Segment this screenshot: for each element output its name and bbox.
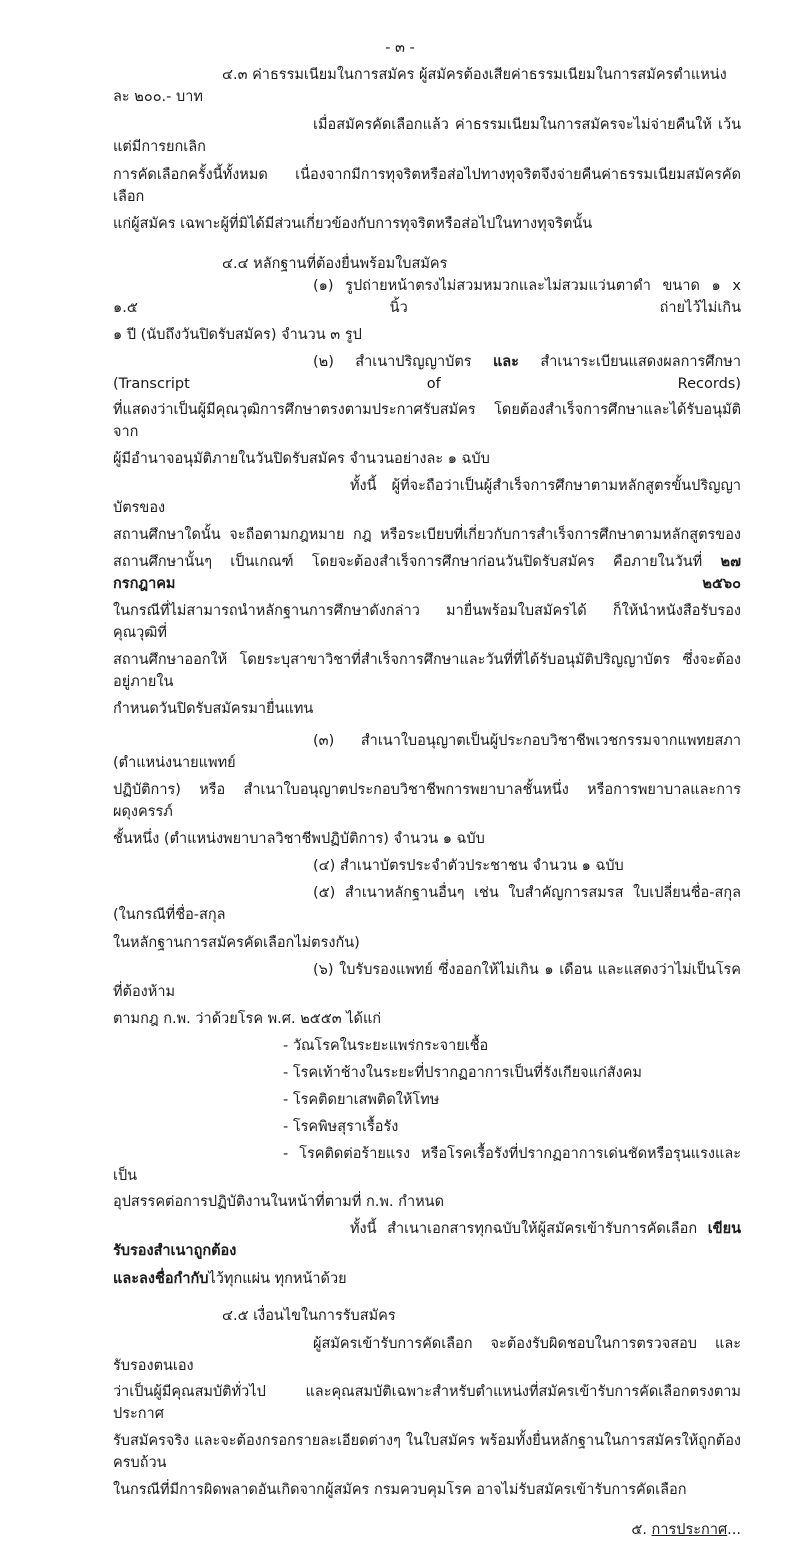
text-line	[113, 1268, 741, 1290]
text-segment: สถานศึกษานั้นๆ เป็นเกณฑ์ โดยจะต้องสำเร็จการศึกษาก่อนวันปิดรับสมัคร คือภายในวันที่	[113, 554, 721, 570]
text-segment: ทั้งนี้ ผู้ที่จะถือว่าเป็นผู้สำเร็จการศึกษาตามหลักสูตรขั้นปริญญาบัตรของ	[113, 478, 741, 516]
text-segment: การคัดเลือกครั้งนี้ทั้งหมด เนื่องจากมีการทุจริตหรือส่อไปทางทุจริตจึงจ่ายคืนค่าธรรมเนียมสมัครคัดเลือก	[113, 167, 741, 205]
text-segment: - โรคติดต่อร้ายแรง หรือโรคเรื้อรังที่ปรากฏอาการเด่นชัดหรือรุนแรงและเป็น	[113, 1146, 741, 1184]
text-line	[113, 1381, 741, 1425]
text-line	[113, 600, 741, 644]
text-line	[113, 1191, 741, 1213]
text-line	[113, 828, 741, 850]
text-segment: รับสมัครจริง และจะต้องกรอกรายละเอียดต่างๆ ในใบสมัคร พร้อมทั้งยื่นหลักฐานในการสมัครให้ถูกต้องครบถ้วน	[113, 1433, 741, 1471]
footer-next-section-link: การประกาศ	[651, 1522, 728, 1538]
text-segment: ในหลักฐานการสมัครคัดเลือกไม่ตรงกัน)	[113, 935, 360, 951]
text-segment: สำเนาระเบียนแสดงผลการศึกษา (Transcript of Records)	[113, 354, 741, 392]
text-line	[113, 1305, 741, 1327]
bold-text: และ	[492, 354, 519, 370]
text-segment: - วัณโรคในระยะแพร่กระจายเชื้อ	[283, 1038, 489, 1054]
text-segment: (๕) สำเนาหลักฐานอื่นๆ เช่น ใบสำคัญการสมรส ใบเปลี่ยนชื่อ-สกุล (ในกรณีที่ชื่อ-สกุล	[113, 885, 741, 923]
text-line	[113, 164, 741, 208]
text-line	[113, 448, 741, 470]
text-line	[113, 1479, 741, 1501]
footer-prefix: ๕.	[631, 1522, 652, 1538]
footer-ellipsis: ...	[727, 1522, 741, 1538]
document-body	[113, 64, 741, 1501]
text-line	[113, 399, 741, 443]
text-segment: ๑ ปี (นับถึงวันปิดรับสมัคร) จำนวน ๓ รูป	[113, 327, 362, 343]
text-line	[113, 551, 741, 595]
text-line	[113, 324, 741, 346]
continuation-footer	[113, 1519, 741, 1541]
text-segment: - โรคติดยาเสพติดให้โทษ	[283, 1092, 440, 1108]
text-line	[113, 351, 741, 395]
text-line	[113, 64, 741, 108]
text-line	[113, 1062, 741, 1084]
text-line	[113, 932, 741, 954]
text-segment: ที่แสดงว่าเป็นผู้มีคุณวุฒิการศึกษาตรงตามประกาศรับสมัคร โดยต้องสำเร็จการศึกษาและได้รับอนุมัติจาก	[113, 402, 741, 440]
page-number: - ๓ -	[385, 40, 415, 56]
text-segment: (๓) สำเนาใบอนุญาตเป็นผู้ประกอบวิชาชีพเวชกรรมจากแพทยสภา (ตำแหน่งนายแพทย์	[113, 733, 741, 771]
text-line	[113, 1035, 741, 1057]
text-segment: อุปสรรคต่อการปฏิบัติงานในหน้าที่ตามที่ ก.พ. กำหนด	[113, 1194, 444, 1210]
text-line	[113, 882, 741, 926]
text-segment: ชั้นหนึ่ง (ตำแหน่งพยาบาลวิชาชีพปฏิบัติการ) จำนวน ๑ ฉบับ	[113, 831, 485, 847]
text-segment: ว่าเป็นผู้มีคุณสมบัติทั่วไป และคุณสมบัติเฉพาะสำหรับตำแหน่งที่สมัครเข้ารับการคัดเลือกตรงตามประกาศ	[113, 1384, 741, 1422]
text-line	[113, 649, 741, 693]
text-line	[113, 114, 741, 158]
text-segment: ผู้สมัครเข้ารับการคัดเลือก จะต้องรับผิดชอบในการตรวจสอบ และรับรองตนเอง	[113, 1336, 741, 1374]
bold-text: เขียนรับรองสำเนาถูกต้อง	[113, 1221, 741, 1259]
text-line	[113, 524, 741, 546]
text-segment: ๔.๔ หลักฐานที่ต้องยื่นพร้อมใบสมัคร	[222, 256, 448, 272]
text-segment: - โรคเท้าช้างในระยะที่ปรากฏอาการเป็นที่รังเกียจแก่สังคม	[283, 1065, 642, 1081]
text-line	[113, 213, 741, 235]
text-segment: กำหนดวันปิดรับสมัครมายื่นแทน	[113, 701, 314, 717]
text-line	[113, 275, 741, 319]
text-line	[113, 1430, 741, 1474]
text-line	[113, 730, 741, 774]
text-line	[113, 959, 741, 1003]
text-segment: (๑) รูปถ่ายหน้าตรงไม่สวมหมวกและไม่สวมแว่นตาดำ ขนาด ๑ x ๑.๕ นิ้ว ถ่ายไว้ไม่เกิน	[113, 278, 741, 316]
text-segment: ในกรณีที่ไม่สามารถนำหลักฐานการศึกษาดังกล่าว มายื่นพร้อมใบสมัครได้ ก็ให้นำหนังสือรับรองคุณวุฒิที่	[113, 603, 741, 641]
text-line	[113, 1333, 741, 1377]
text-segment: ในกรณีที่มีการผิดพลาดอันเกิดจากผู้สมัคร กรมควบคุมโรค อาจไม่รับสมัครเข้ารับการคัดเลือก	[113, 1482, 687, 1498]
text-segment: ไว้ทุกแผ่น ทุกหน้าด้วย	[208, 1271, 347, 1287]
text-line	[113, 1143, 741, 1187]
text-segment: (๖) ใบรับรองแพทย์ ซึ่งออกให้ไม่เกิน ๑ เดือน และแสดงว่าไม่เป็นโรคที่ต้องห้าม	[113, 962, 741, 1000]
text-segment: เมื่อสมัครคัดเลือกแล้ว ค่าธรรมเนียมในการสมัครจะไม่จ่ายคืนให้ เว้นแต่มีการยกเลิก	[113, 117, 741, 155]
text-segment: (๔) สำเนาบัตรประจำตัวประชาชน จำนวน ๑ ฉบับ	[313, 858, 624, 874]
text-segment: ๔.๓ ค่าธรรมเนียมในการสมัคร ผู้สมัครต้องเสียค่าธรรมเนียมในการสมัครตำแหน่งละ ๒๐๐.- บาท	[113, 67, 727, 105]
text-segment: แก่ผู้สมัคร เฉพาะผู้ที่มิได้มีส่วนเกี่ยวข้องกับการทุจริตหรือส่อไปในทางทุจริตนั้น	[113, 216, 593, 232]
text-segment: ผู้มีอำนาจอนุมัติภายในวันปิดรับสมัคร จำนวนอย่างละ ๑ ฉบับ	[113, 451, 490, 467]
text-line	[113, 1218, 741, 1262]
text-segment: ตามกฎ ก.พ. ว่าด้วยโรค พ.ศ. ๒๕๕๓ ได้แก่	[113, 1011, 382, 1027]
text-line	[113, 475, 741, 519]
bold-text: และลงชื่อกำกับ	[113, 1271, 209, 1287]
text-segment: (๒) สำเนาปริญญาบัตร	[313, 354, 493, 370]
text-line	[113, 855, 741, 877]
text-segment: สถานศึกษาออกให้ โดยระบุสาขาวิชาที่สำเร็จการศึกษาและวันที่ที่ได้รับอนุมัติปริญญาบัตร ซึ่งจะต้องอยู่ภายใน	[113, 652, 741, 690]
text-line	[113, 1089, 741, 1111]
text-segment: ทั้งนี้ สำเนาเอกสารทุกฉบับให้ผู้สมัครเข้ารับการคัดเลือก	[350, 1221, 708, 1237]
text-segment: ปฏิบัติการ) หรือ สำเนาใบอนุญาตประกอบวิชาชีพการพยาบาลชั้นหนึ่ง หรือการพยาบาลและการผดุงครรภ์	[113, 782, 741, 820]
text-segment: สถานศึกษาใดนั้น จะถือตามกฎหมาย กฎ หรือระเบียบที่เกี่ยวกับการสำเร็จการศึกษาตามหลักสูตรของ	[113, 527, 741, 543]
text-line	[113, 698, 741, 720]
text-line	[113, 253, 741, 275]
text-segment: ๔.๕ เงื่อนไขในการรับสมัคร	[222, 1308, 396, 1324]
bold-text: ๒๗ กรกฎาคม ๒๕๖๐	[113, 554, 741, 592]
text-segment: - โรคพิษสุราเรื้อรัง	[283, 1119, 399, 1135]
text-line	[113, 779, 741, 823]
text-line	[113, 1116, 741, 1138]
text-line	[113, 1008, 741, 1030]
